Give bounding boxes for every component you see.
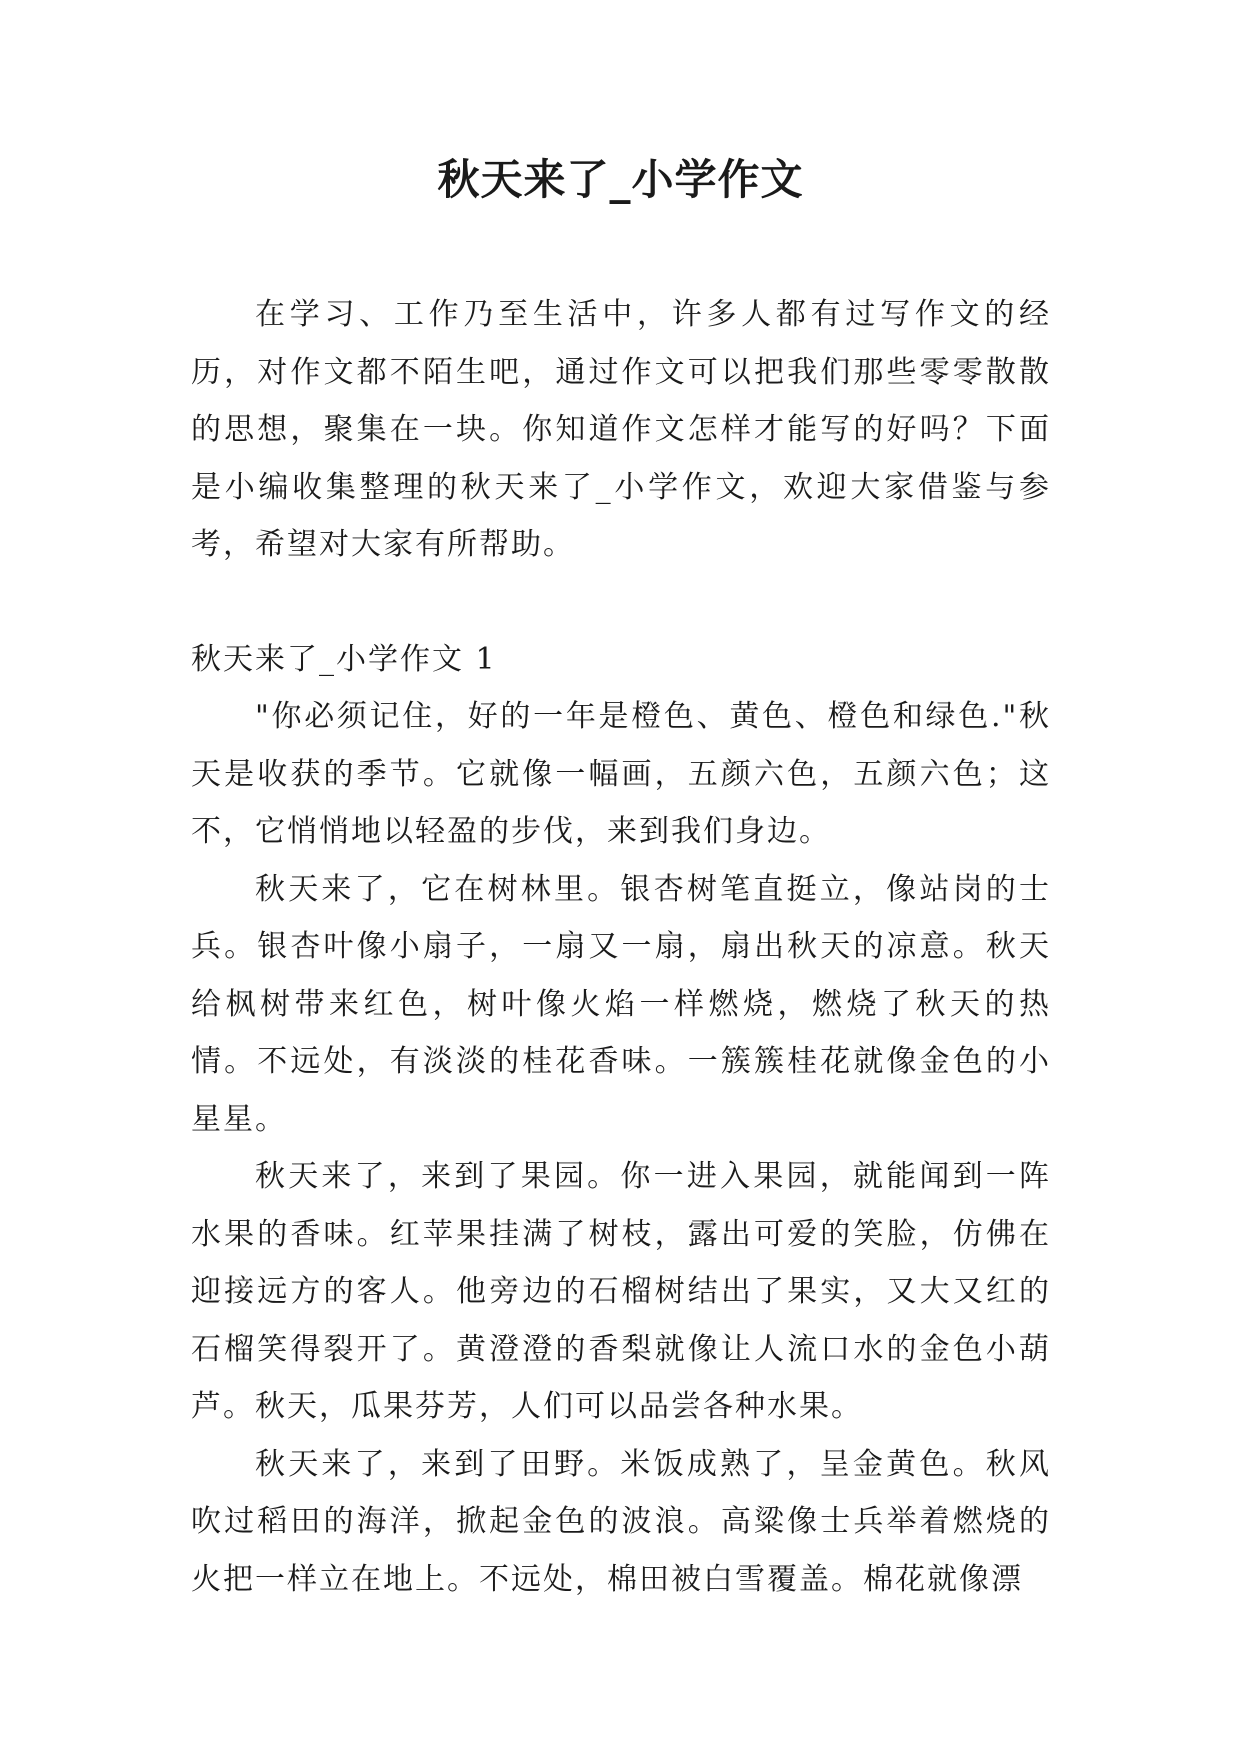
document-title: 秋天来了_小学作文 bbox=[437, 155, 804, 204]
section-heading: 秋天来了_小学作文 1 bbox=[191, 641, 497, 677]
body-paragraph-4: 秋天来了，来到了田野。米饭成熟了，呈金黄色。秋风吹过稻田的海洋，掀起金色的波浪。高粱像士兵举着燃烧的火把一样立在地上。不远处，棉田被白雪覆盖。棉花就像漂 bbox=[191, 1446, 1051, 1597]
paragraph-gap bbox=[191, 574, 1051, 631]
body-paragraph-1: "你必须记住，好的一年是橙色、黄色、橙色和绿色."秋天是收获的季节。它就像一幅画，五颜六色，五颜六色；这不，它悄悄地以轻盈的步伐，来到我们身边。 bbox=[191, 699, 1051, 849]
document-body bbox=[191, 286, 1051, 1608]
intro-paragraph: 在学习、工作乃至生活中，许多人都有过写作文的经历，对作文都不陌生吧，通过作文可以把我们那些零零散散的思想，聚集在一块。你知道作文怎样才能写的好吗？下面是小编收集整理的秋天来了_小学作文，欢迎大家借鉴与参考，希望对大家有所帮助。 bbox=[191, 297, 1051, 562]
body-paragraph-3: 秋天来了，来到了果园。你一进入果园，就能闻到一阵水果的香味。红苹果挂满了树枝，露出可爱的笑脸，仿佛在迎接远方的客人。他旁边的石榴树结出了果实，又大又红的石榴笑得裂开了。黄澄澄的香梨就像让人流口水的金色小葫芦。秋天，瓜果芬芳，人们可以品尝各种水果。 bbox=[191, 1159, 1051, 1424]
body-paragraph-2: 秋天来了，它在树林里。银杏树笔直挺立，像站岗的士兵。银杏叶像小扇子，一扇又一扇，扇出秋天的凉意。秋天给枫树带来红色，树叶像火焰一样燃烧，燃烧了秋天的热情。不远处，有淡淡的桂花香味。一簇簇桂花就像金色的小星星。 bbox=[191, 871, 1051, 1137]
